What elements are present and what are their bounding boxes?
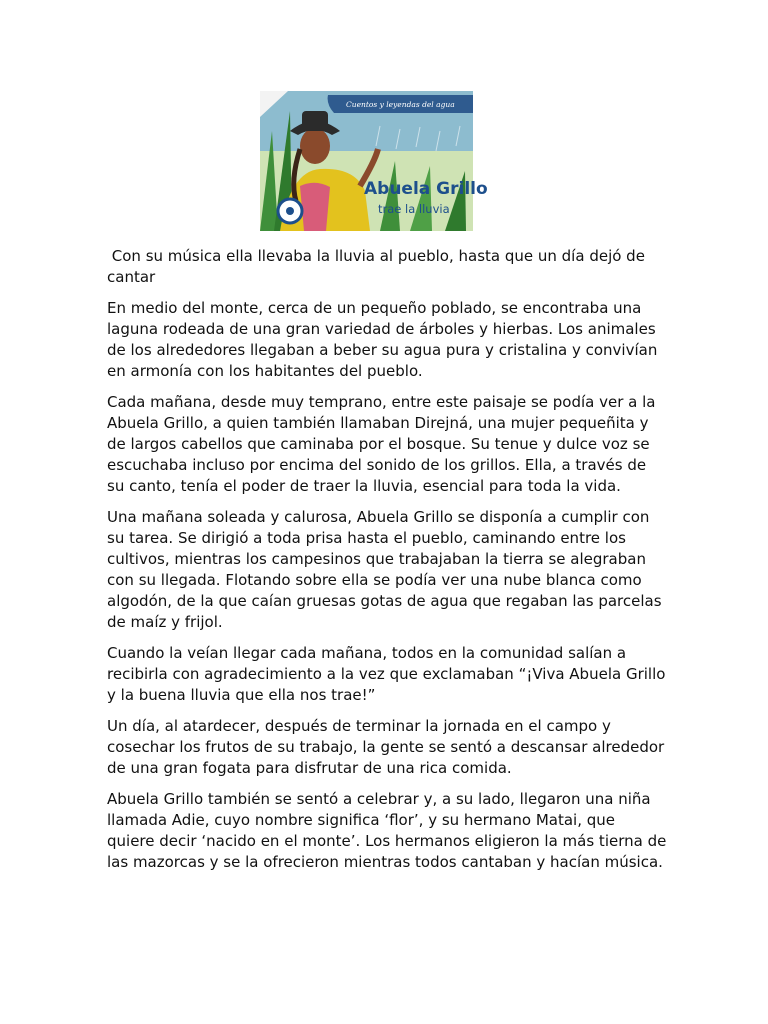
story-intro: Con su música ella llevaba la lluvia al pueblo, hasta que un día dejó de cantar (107, 247, 650, 286)
cover-subtitle-text: trae la lluvia (378, 202, 450, 216)
cover-illustration (260, 91, 488, 231)
cover-title-text: Abuela Grillo (364, 179, 488, 199)
story-paragraph-1: En medio del monte, cerca de un pequeño poblado, se encontraba una laguna rodeada de una gran variedad de árboles y hierbas. Los animales de los alrededores llegaban a beber su agua pura y cristalina y convivían en armonía con los habitantes del pueblo. (107, 299, 658, 380)
story-paragraph-2: Cada mañana, desde muy temprano, entre este paisaje se podía ver a la Abuela Grillo, a quien también llamaban Direjná, una mujer pequeñita y de largos cabellos que caminaba por el bosque. Su tenue y dulce voz se escuchaba incluso por encima del sonido de los grillos. Ella, a través de su canto, tenía el poder de traer la lluvia, esencial para toda la vida. (107, 393, 656, 495)
cover-series-text: Cuentos y leyendas del agua (346, 100, 455, 109)
story-paragraph-5: Un día, al atardecer, después de terminar la jornada en el campo y cosechar los frutos de su trabajo, la gente se sentó a descansar alrededor de una gran fogata para disfrutar de una rica comida. (107, 717, 665, 777)
story-text (107, 246, 667, 883)
story-paragraph-6: Abuela Grillo también se sentó a celebrar y, a su lado, llegaron una niña llamada Adie, cuyo nombre significa ‘flor’, y su hermano Matai, que quiere decir ‘nacido en el monte’. Los hermanos eligieron la más tierna de las mazorcas y se la ofrecieron mientras todos cantaban y hacían música. (107, 790, 667, 871)
book-cover-image (260, 91, 488, 231)
story-paragraph-4: Cuando la veían llegar cada mañana, todos en la comunidad salían a recibirla con agradecimiento a la vez que exclamaban “¡Viva Abuela Grillo y la buena lluvia que ella nos trae!” (107, 644, 666, 704)
story-paragraph-3: Una mañana soleada y calurosa, Abuela Grillo se disponía a cumplir con su tarea. Se dirigió a toda prisa hasta el pueblo, caminando entre los cultivos, mientras los campesinos que trabajaban la tierra se alegraban con su llegada. Flotando sobre ella se podía ver una nube blanca como algodón, de la que caían gruesas gotas de agua que regaban las parcelas de maíz y frijol. (107, 508, 662, 631)
